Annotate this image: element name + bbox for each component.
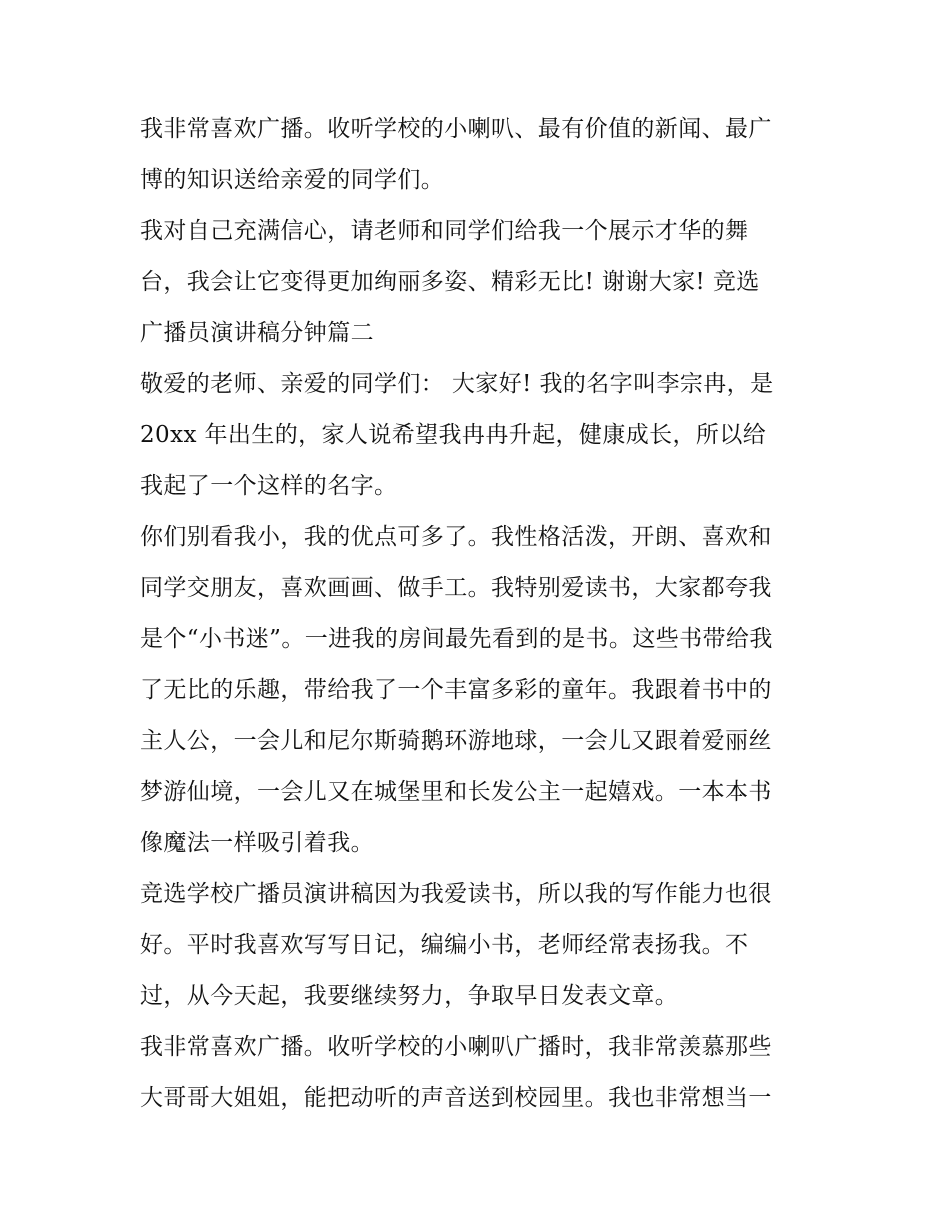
text-line: 博的知识送给亲爱的同学们。 <box>140 167 445 193</box>
text-line: 了无比的乐趣，带给我了一个丰富多彩的童年。我跟着书中的 <box>140 677 772 703</box>
text-line: 同学交朋友，喜欢画画、做手工。我特别爱读书，大家都夸我 <box>140 575 772 601</box>
text-line: 像魔法一样吸引着我。 <box>140 830 374 856</box>
text-line: 梦游仙境，一会儿又在城堡里和长发公主一起嬉戏。一本本书 <box>140 779 772 805</box>
text-line: 我非常喜欢广播。收听学校的小喇叭广播时，我非常羡慕那些 <box>140 1034 772 1060</box>
text-line: 竞选学校广播员演讲稿因为我爱读书，所以我的写作能力也很 <box>140 881 772 907</box>
text-line: 台，我会让它变得更加绚丽多姿、精彩无比! 谢谢大家! 竞选 <box>140 269 760 295</box>
text-line: 是个“小书迷”。一进我的房间最先看到的是书。这些书带给我 <box>140 626 773 652</box>
text-line: 大哥哥大姐姐，能把动听的声音送到校园里。我也非常想当一 <box>140 1085 772 1111</box>
text-line: 20xx 年出生的，家人说希望我冉冉升起，健康成长，所以给 <box>140 422 767 448</box>
text-line: 好。平时我喜欢写写日记，编编小书，老师经常表扬我。不 <box>140 932 749 958</box>
text-line: 你们别看我小，我的优点可多了。我性格活泼，开朗、喜欢和 <box>140 524 772 550</box>
text-line: 广播员演讲稿分钟篇二 <box>140 320 374 346</box>
text-line: 我非常喜欢广播。收听学校的小喇叭、最有价值的新闻、最广 <box>140 116 772 142</box>
text-line: 敬爱的老师、亲爱的同学们： 大家好! 我的名字叫李宗冉，是 <box>140 371 774 397</box>
text-line: 主人公，一会儿和尼尔斯骑鹅环游地球，一会儿又跟着爱丽丝 <box>140 728 772 754</box>
text-line: 我起了一个这样的名字。 <box>140 473 398 499</box>
speech-text <box>140 107 820 1127</box>
text-line: 我对自己充满信心，请老师和同学们给我一个展示才华的舞 <box>140 218 749 244</box>
text-line: 过，从今天起，我要继续努力，争取早日发表文章。 <box>140 983 679 1009</box>
